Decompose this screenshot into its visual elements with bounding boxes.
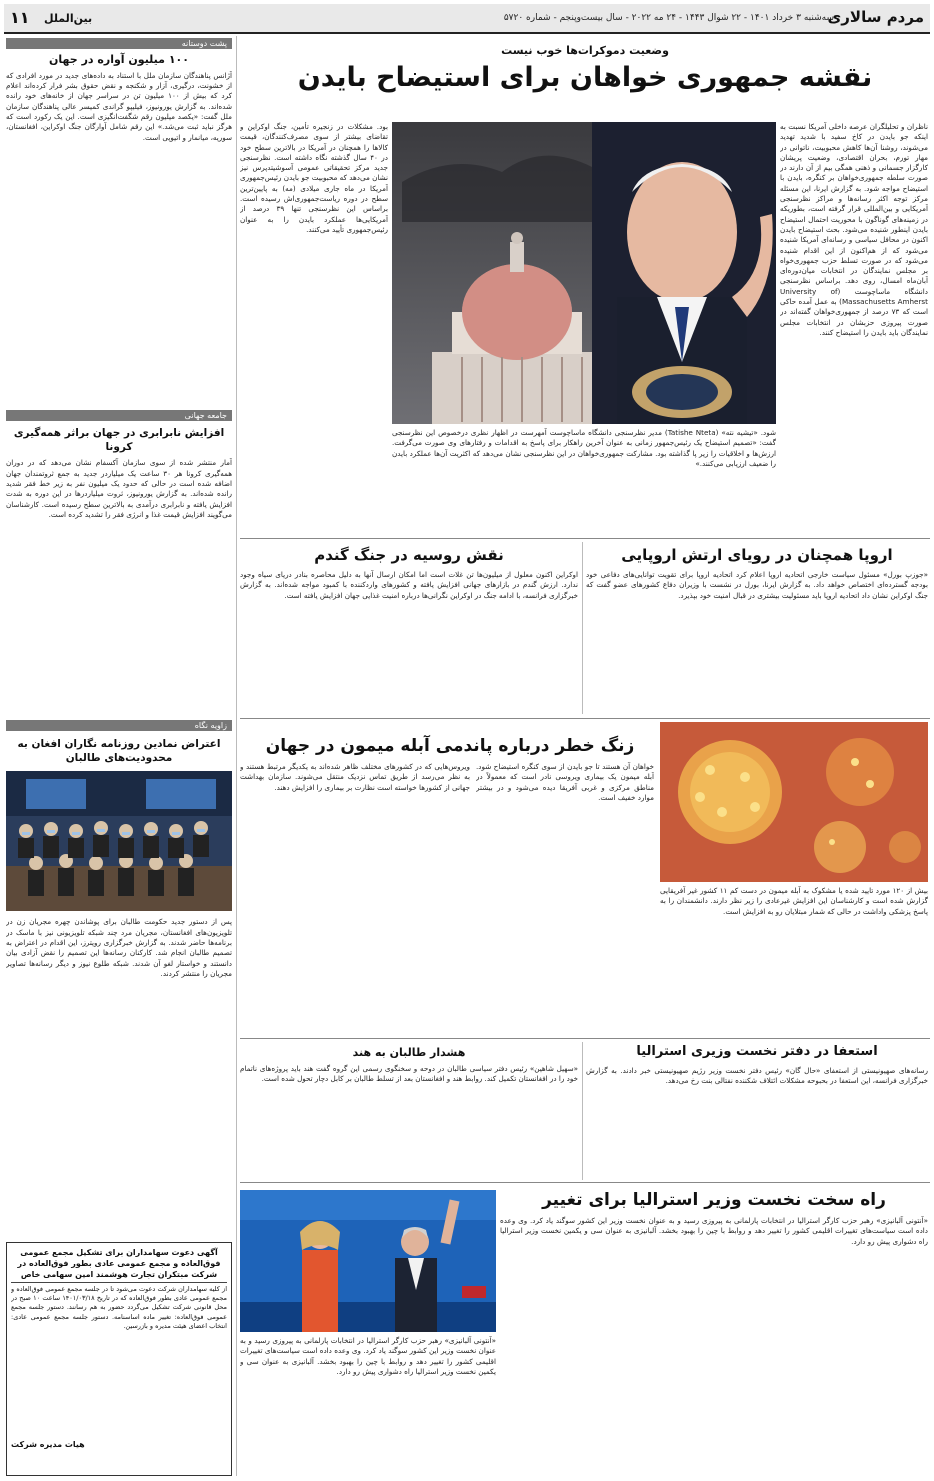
article-body: آمار منتشر شده از سوی سازمان آکسفام نشان می‌دهد که در دوران همه‌گیری کرونا هر ۳۰ ساعت یک میلیاردر جدید به جمع ثروتمندان جهان اضافه شده است در حالی که حدود یک میلیون نفر به زیر خط فقر شدید رانده شده‌اند. به گزارش یورونیوز، ثروت میلیاردرها در این دوره به شدت افزایش یافته و نابرابری درآمدی به بالاترین سطح رسیده است. کارشناسان می‌گویند افزایش قیمت غذا و انرژی فقر را تشدید کرده است.	[6, 458, 232, 519]
section-divider	[240, 538, 930, 539]
column-divider	[582, 542, 583, 714]
taliban-warning-body: «سهیل شاهین» رئیس دفتر سیاسی طالبان در دوحه و سخنگوی رسمی این گروه گفت هند باید پروژه‌های ناتمام خود را در افغانستان تکمیل کند. روابط هند و افغانستان بعد از تسلط طالبان بر کابل دچار تحول شده است.	[240, 1064, 578, 1084]
section-label: جامعه جهانی	[6, 410, 232, 421]
albanese-headline: راه سخت نخست وزیر استرالیا برای تغییر	[542, 1190, 886, 1210]
albanese-body: «آنتونی آلبانیزی» رهبر حزب کارگر استرالیا در انتخابات پارلمانی به پیروزی رسید و به عنوان نخست وزیر این کشور سوگند یاد کرد. وی وعده داده است سیاست‌های تغییرات اقلیمی کشور را تغییر دهد و روابط با چین را بهبود بخشد. آلبانیزی به عنوان سی و یکمین نخست وزیر استرالیا راه دشواری پیش رو دارد.	[500, 1216, 928, 1246]
article-body: پس از دستور جدید حکومت طالبان برای پوشاندن چهره مجریان زن در تلویزیون‌های افغانستان، مجریان مرد چند شبکه تلویزیونی نیز با ماسک در برنامه‌ها حاضر شدند. به گزارش خبرگزاری رویترز، این اقدام در اعتراض به تصمیم طالبان انجام شد. کارکنان رسانه‌ها این تصمیم را نقض آزادی بیان دانستند و خواستار لغو آن شدند. شبکه طلوع نیوز و دیگر رسانه‌ها تصاویر مجریان را منتشر کردند.	[6, 917, 232, 978]
sidebar-section-afghan-journalists	[6, 720, 232, 1179]
article-headline: ۱۰۰ میلیون آواره در جهان	[49, 53, 189, 66]
monkeypox-virus-image	[660, 722, 928, 882]
monkeypox-column-left: ویروس‌هایی که در کشورهای مختلف ظاهر شده‌اند به یکدیگر مرتبط هستند و به نظر می‌رسد از طریق تماس نزدیک منتقل می‌شوند. سازمان بهداشت جهانی از کشورها خواسته است نظارت بر بیماری را افزایش دهند.	[240, 762, 470, 792]
section-divider	[240, 718, 930, 719]
lead-kicker: وضعیت دموکرات‌ها خوب نیست	[501, 44, 669, 57]
europe-body: «جوزپ بورل» مسئول سیاست خارجی اتحادیه اروپا اعلام کرد اتحادیه اروپا برای تقویت توانایی‌های دفاعی خود بودجه گسترده‌ای اختصاص خواهد داد. به گزارش ایرنا، بورل در نشست با وزیران دفاع کشورهای عضو گفت که جنگ اوکراین نشان داد اتحادیه اروپا باید مسئولیت بیشتری در قبال امنیت خود بپذیرد.	[586, 570, 928, 600]
notice-signature: هیات مدیره شرکت	[11, 1440, 85, 1449]
notice-title: آگهی دعوت سهامداران برای تشکیل مجمع عمومی فوق‌العاده و مجمع عمومی عادی بطور فوق‌العاده در شرکت مبتکران تجارت هوشمند امین سهامی خاص	[17, 1248, 221, 1279]
section-divider	[240, 1182, 930, 1183]
albanese-body-continued: «آنتونی آلبانیزی» رهبر حزب کارگر استرالیا در انتخابات پارلمانی به پیروزی رسید و به عنوان نخست وزیر این کشور سوگند یاد کرد. وی وعده داده است سیاست‌های تغییرات اقلیمی کشور را تغییر دهد و روابط با چین را بهبود بخشد. آلبانیزی به عنوان سی و یکمین نخست وزیر استرالیا راه دشواری پیش رو دارد.	[240, 1336, 496, 1376]
afghan-presenters-photo	[6, 771, 232, 911]
notice-divider	[11, 1282, 227, 1283]
sidebar-section-refugees	[6, 38, 232, 333]
newspaper-brand: مردم سالاری	[827, 8, 924, 26]
column-divider	[582, 1042, 583, 1180]
shareholders-notice	[6, 1242, 232, 1476]
virus-photo	[660, 722, 928, 882]
monkeypox-headline: زنگ خطر درباره پاندمی آبله میمون در جهان	[265, 736, 635, 756]
section-label: زاویه نگاه	[6, 720, 232, 731]
section-divider	[240, 1038, 930, 1039]
biden-capitol-image	[392, 122, 776, 424]
albanese-photo	[240, 1190, 496, 1332]
issue-date-line: سه‌شنبه ۳ خرداد ۱۴۰۱ - ۲۲ شوال ۱۴۴۳ - ۲۴ مه ۲۰۲۲ - سال بیست‌وپنجم - شماره ۵۷۲۰	[503, 13, 834, 23]
page-number: ۱۱	[10, 8, 30, 27]
section-label: پشت دوستانه	[6, 38, 232, 49]
article-headline: اعتراض نمادین روزنامه نگاران افغان به محدودیت‌های طالبان	[17, 738, 221, 765]
sidebar-section-inequality	[6, 410, 232, 736]
studio-photo-image	[6, 771, 232, 911]
taliban-warning-headline: هشدار طالبان به هند	[352, 1046, 466, 1059]
notice-body: از کلیه سهامداران شرکت دعوت می‌شود تا در جلسه مجمع عمومی فوق‌العاده و مجمع عمومی عادی بطور فوق‌العاده که در تاریخ ۱۴۰۱/۰۳/۱۸ ساعت ۱۰ صبح در محل قانونی شرکت تشکیل می‌گردد حضور به هم رسانند. دستور جلسه مجمع عمومی فوق‌العاده: تغییر ماده اساسنامه. دستور جلسه مجمع عمومی عادی: انتخاب اعضای هیئت مدیره و بازرسین.	[11, 1285, 227, 1330]
article-headline: افزایش نابرابری در جهان براثر همه‌گیری کرونا	[13, 427, 225, 454]
pm-office-body: رسانه‌های صهیونیستی از استعفای «حال گان» رئیس دفتر نخست وزیر رژیم صهیونیستی خبر دادند. به گزارش خبرگزاری فرانسه، این استعفا در بحبوحه مشکلات ائتلاف شکننده نفتالی بنت رخ می‌دهد.	[586, 1066, 928, 1086]
biden-capitol-photo	[392, 122, 776, 424]
monkeypox-column-right: بیش از ۱۲۰ مورد تایید شده یا مشکوک به آبله میمون در دست کم ۱۱ کشور غیر آفریقایی گزارش شده است و کارشناسان این افزایش غیرعادی را زیر نظر دارند. دانشمندان را به پاسخ پزشکی واداشت در حالی که شمار مبتلایان رو به افزایش است.	[660, 886, 928, 916]
lead-column-right: ناظران و تحلیلگران عرصه داخلی آمریکا نسبت به اینکه جو بایدن در کاخ سفید با شدید تهدید می‌شوند، روشنا آن‌ها کاهش محبوبیت، ناتوانی در مهار تورم، بحران اقتصادی، وضعیت پریشان کارگزار جسمانی و ذهنی همگی بیم از آن دارند در صورت سلطه جمهوری‌خواهان بر کنگره، بایدن با استیضاح مواجه شود. به گزارش ایرنا، این مسئله مرکز توجه اکثر رسانه‌ها و مراکز نظرسنجی آمریکایی و بین‌المللی قرار گرفته است، بطوریکه در زمینه‌های گوناگون با محوریت احتمال استیضاح بایدن اینطور شنیده می‌شود. بحث استیضاح بایدن اکنون در محافل سیاسی و رسانه‌ای آمریکا شنیده می‌شود که از هم‌اکنون از این اقدام شنیده می‌شود که در صورت تسلط حزب جمهوری‌خواه بر مجلس نمایندگان در انتخابات میان‌دوره‌ای آبان‌ماه امسال، روی دهد. براساس نظرسنجی دانشگاه ماساچوست (University of Massachusetts Amherst) به عمل آمده حاکی است که ۷۳ درصد از جمهوری‌خواهان گفته‌اند در صورت پیروزی حزبشان در انتخابات مجلس نمایندگان باید بایدن را استیضاح کنند.	[780, 122, 928, 337]
monkeypox-column-middle: خواهان آن هستند تا جو بایدن از سوی کنگره استیضاح شود. آبله میمون یک بیماری ویروسی نادر است که معمولاً در مناطق مرکزی و غربی آفریقا دیده می‌شود و در بیشتر موارد خفیف است.	[476, 762, 654, 802]
section-name: بین‌الملل	[44, 12, 93, 25]
lead-column-left: بود. مشکلات در زنجیره تأمین، جنگ اوکراین و تقاضای بیشتر از سوی مصرف‌کنندگان، قیمت کالاها را همچنان در آمریکا در بالاترین سطح خود در ۴۰ سال گذشته نگاه داشته است. نظرسنجی جدید مرکز تحقیقاتی عمومی آسوشیتدپرس نیز نشان می‌دهد که محبوبیت جو بایدن رئیس‌جمهوری آمریکا در ماه جاری میلادی (مه) به پایین‌ترین سطح در دوره ریاست‌جمهوری‌اش رسیده است. براساس این نظرسنجی تنها ۳۹ درصد از آمریکایی‌ها عملکرد بایدن را به عنوان رئیس‌جمهوری تأیید می‌کنند.	[240, 122, 388, 234]
lead-column-middle: شود. «تیشیه نته» (Tatishe Nteta) مدیر نظرسنجی دانشگاه ماساچوست آمهرست در اظهار نظری درخصوص این نظرسنجی گفت: «تصمیم استیضاح یک رئیس‌جمهور زمانی به عنوان آخرین راهکار برای پاسخ به اقدامات و رفتارهای وی صورت می‌گرفت. ارزش‌ها و اخلاقیات را زیر پا گذاشته بود. مشارکت جمهوری‌خواهان در این نظرسنجی نشان می‌دهد که اکثریت آن‌ها عملکرد بایدن را ضعیف ارزیابی می‌کنند.»	[392, 428, 776, 468]
sidebar-divider	[236, 36, 237, 1476]
lead-headline: نقشه جمهوری خواهان برای استیضاح بایدن	[297, 62, 873, 93]
masthead	[4, 4, 930, 34]
article-body: آژانس پناهندگان سازمان ملل با استناد به داده‌های جدید در مورد افرادی که از خشونت، درگیری، آزار و شکنجه و نقض حقوق بشر فرار کرده‌اند اعلام کرد که بیش از ۱۰۰ میلیون تن در سراسر جهان از خانه‌های خود رانده شده‌اند. به گزارش یورونیوز، فیلیپو گراندی کمیسر عالی پناهندگان سازمان ملل گفت: «یکصد میلیون رقم شگفت‌انگیزی است. این یک رکورد است که هرگز نباید ثبت می‌شد.» این رقم شامل آوارگان جنگ اوکراین، افغانستان، سوریه، میانمار و اتیوپی است.	[6, 70, 232, 142]
russia-headline: نقش روسیه در جنگ گندم	[314, 546, 504, 564]
europe-headline: اروپا همچنان در رویای ارتش اروپایی	[621, 546, 893, 564]
pm-office-headline: استعفا در دفتر نخست وزیری استرالیا	[636, 1044, 878, 1059]
albanese-victory-image	[240, 1190, 496, 1332]
russia-body: اوکراین اکنون معلول از میلیون‌ها تن غلات است اما امکان ارسال آنها به دلیل محاصره بنادر دریای سیاه وجود ندارد. ارزش گندم در بازارهای جهانی افزایش یافته و کشورهای واردکننده با کمبود مواجه شده‌اند. به گزارش خبرگزاری فرانسه، با ادامه جنگ در اوکراین نگرانی‌ها درباره امنیت غذایی جهان افزایش یافته است.	[240, 570, 578, 600]
